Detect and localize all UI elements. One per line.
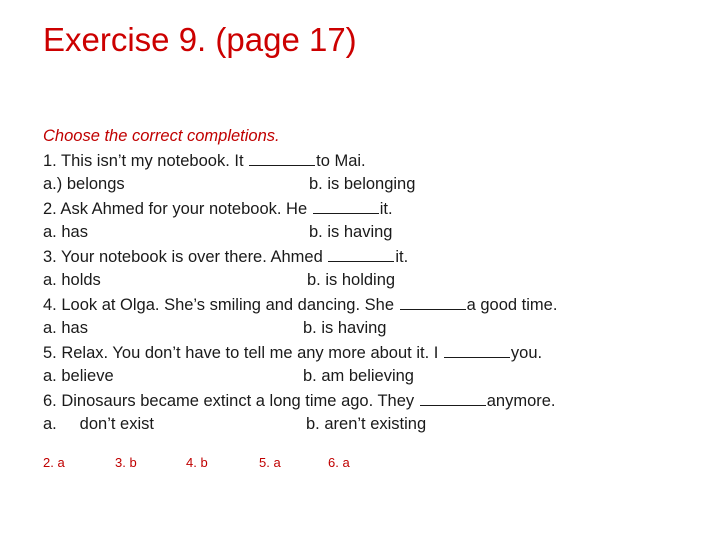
question-1-text: 1. This isn’t my notebook. It — [43, 152, 249, 170]
option-b: b. aren’t existing — [306, 415, 427, 433]
question-3 — [43, 244, 703, 268]
question-1 — [43, 148, 703, 172]
option-b: b. is belonging — [309, 175, 416, 193]
question-1-end: to Mai. — [316, 152, 366, 170]
question-2-text: 2. Ask Ahmed for your notebook. He — [43, 200, 312, 218]
question-2-options — [43, 220, 703, 244]
instruction-text: Choose the correct completions. — [43, 127, 280, 145]
question-5-text: 5. Relax. You don’t have to tell me any more about it. I — [43, 344, 443, 362]
option-a: a. holds — [43, 271, 101, 289]
option-a: a. don’t exist — [43, 415, 154, 433]
option-a: a. believe — [43, 367, 114, 385]
option-b: b. am believing — [303, 367, 414, 385]
answer-key-item: 2. a — [43, 455, 65, 470]
answer-blank — [313, 196, 379, 214]
option-a: a. has — [43, 319, 88, 337]
question-4-text: 4. Look at Olga. She’s smiling and dancing. She — [43, 296, 399, 314]
question-5-end: you. — [510, 344, 543, 362]
answer-blank — [249, 148, 315, 166]
option-a: a.) belongs — [43, 175, 125, 193]
question-3-options — [43, 268, 703, 292]
question-4-options — [43, 316, 703, 340]
answer-key-item: 5. a — [259, 455, 281, 470]
answer-blank — [328, 244, 394, 262]
question-6-text: 6. Dinosaurs became extinct a long time ago. They — [43, 392, 419, 410]
question-6 — [43, 388, 703, 412]
page-title: Exercise 9. (page 17) — [43, 21, 357, 58]
option-b: b. is having — [303, 319, 387, 337]
answer-key-item: 4. b — [186, 455, 208, 470]
answer-blank — [400, 292, 466, 310]
answer-key-item: 6. a — [328, 455, 350, 470]
question-5-options — [43, 364, 703, 388]
answer-key — [43, 454, 443, 474]
question-6-options — [43, 412, 703, 436]
answer-key-item: 3. b — [115, 455, 137, 470]
question-2-end: it. — [379, 200, 393, 218]
question-5 — [43, 340, 703, 364]
question-4 — [43, 292, 703, 316]
exercise-content — [43, 124, 703, 436]
option-b: b. is holding — [307, 271, 396, 289]
option-a: a. has — [43, 223, 88, 241]
question-3-text: 3. Your notebook is over there. Ahmed — [43, 248, 328, 266]
question-4-end: a good time. — [466, 296, 558, 314]
question-2 — [43, 196, 703, 220]
question-1-options — [43, 172, 703, 196]
answer-blank — [444, 340, 510, 358]
question-3-end: it. — [395, 248, 409, 266]
question-6-end: anymore. — [486, 392, 556, 410]
answer-blank — [420, 388, 486, 406]
option-b: b. is having — [309, 223, 393, 241]
